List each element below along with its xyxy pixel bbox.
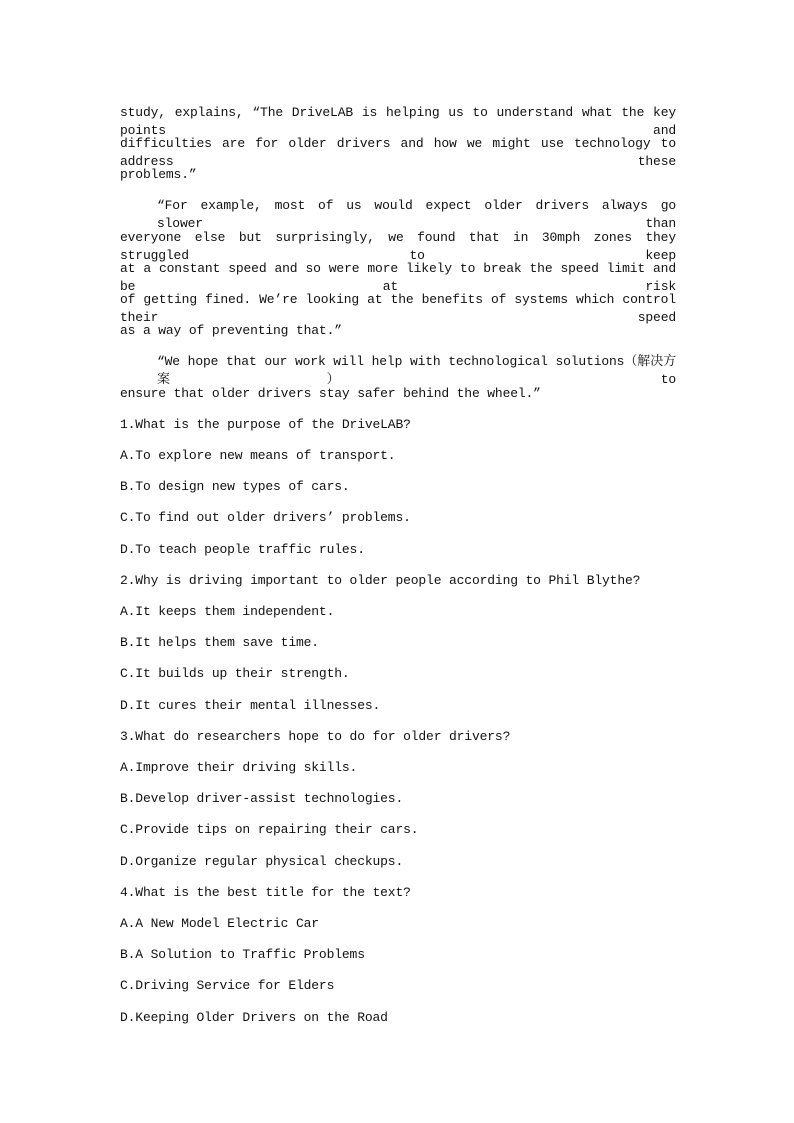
- answer-option: C.To find out older drivers’ problems.: [120, 510, 411, 525]
- answer-option: D.Keeping Older Drivers on the Road: [120, 1010, 388, 1025]
- question-stem: 4.What is the best title for the text?: [120, 885, 411, 900]
- answer-option: A.It keeps them independent.: [120, 604, 335, 619]
- passage-line: “We hope that our work will help with technological solutions（解决方案） to: [157, 354, 676, 387]
- passage-line: difficulties are for older drivers and how we might use technology to address these: [120, 136, 676, 169]
- question-stem: 2.Why is driving important to older people according to Phil Blythe?: [120, 573, 641, 588]
- answer-option: A.A New Model Electric Car: [120, 916, 319, 931]
- answer-option: B.A Solution to Traffic Problems: [120, 947, 365, 962]
- answer-option: C.Provide tips on repairing their cars.: [120, 822, 419, 837]
- passage-line: “For example, most of us would expect older drivers always go slower than: [157, 198, 676, 231]
- answer-option: A.To explore new means of transport.: [120, 448, 396, 463]
- passage-line: study, explains, “The DriveLAB is helping us to understand what the key points and: [120, 105, 676, 138]
- answer-option: D.It cures their mental illnesses.: [120, 698, 381, 713]
- answer-option: B.It helps them save time.: [120, 635, 319, 650]
- passage-line: of getting fined. We’re looking at the benefits of systems which control their speed: [120, 292, 676, 325]
- answer-option: D.Organize regular physical checkups.: [120, 854, 404, 869]
- passage-line: as a way of preventing that.”: [120, 323, 342, 338]
- answer-option: C.It builds up their strength.: [120, 666, 350, 681]
- passage-line: everyone else but surprisingly, we found that in 30mph zones they struggled to keep: [120, 230, 676, 263]
- question-stem: 1.What is the purpose of the DriveLAB?: [120, 417, 411, 432]
- passage-line: ensure that older drivers stay safer behind the wheel.”: [120, 386, 541, 401]
- question-stem: 3.What do researchers hope to do for older drivers?: [120, 729, 511, 744]
- answer-option: B.Develop driver-assist technologies.: [120, 791, 404, 806]
- answer-option: D.To teach people traffic rules.: [120, 542, 365, 557]
- answer-option: B.To design new types of cars.: [120, 479, 350, 494]
- answer-option: C.Driving Service for Elders: [120, 978, 335, 993]
- answer-option: A.Improve their driving skills.: [120, 760, 358, 775]
- passage-line: problems.”: [120, 167, 197, 182]
- passage-line: at a constant speed and so were more likely to break the speed limit and be at risk: [120, 261, 676, 294]
